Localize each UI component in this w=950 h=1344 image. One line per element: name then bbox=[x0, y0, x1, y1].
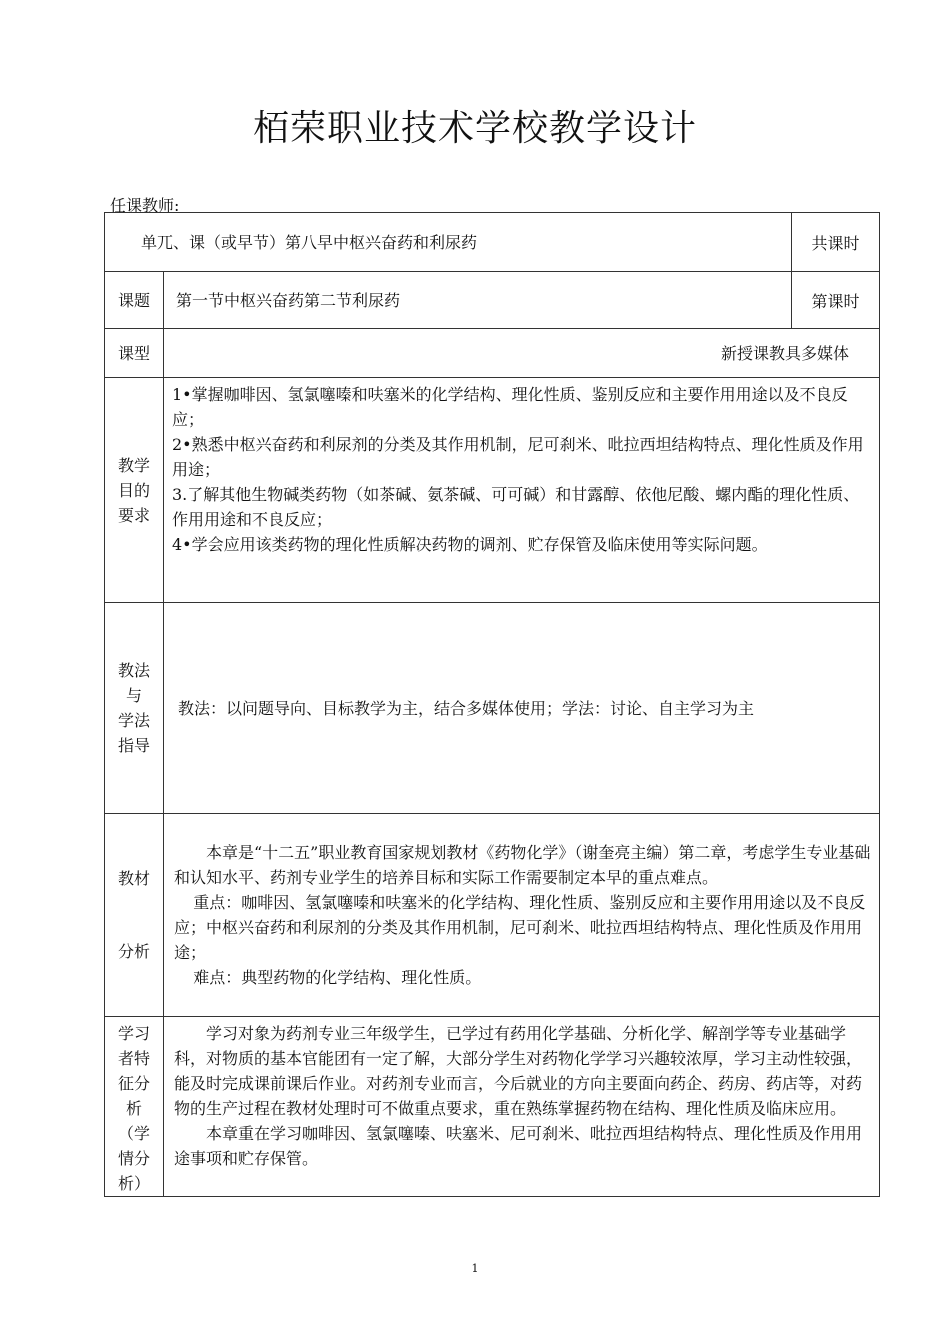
page-title: 栢荣职业技术学校教学设计 bbox=[252, 108, 697, 149]
total-hours: 共课时 bbox=[792, 213, 880, 272]
unit-text: 单兀、课（或早节）第八早中枢兴奋药和利尿药 bbox=[105, 213, 792, 272]
material-paragraph: 重点：咖啡因、氢氯噻嗪和呋塞米的化学结构、理化性质、鉴别反应和主要作用用途以及不良反应；中枢兴奋药和利尿剂的分类及其作用机制，尼可刹米、吡拉西坦结构特点、理化性质及作用用途； bbox=[174, 893, 866, 962]
methods-text: 教法：以问题导向、目标教学为主，结合多媒体使用；学法：讨论、自主学习为主 bbox=[164, 603, 880, 814]
material-content bbox=[164, 814, 880, 1017]
learners-row bbox=[105, 1017, 880, 1197]
teacher-label: 任课教师: bbox=[110, 196, 180, 215]
type-label: 课型 bbox=[105, 329, 164, 378]
topic-text: 第一节中枢兴奋药第二节利尿药 bbox=[164, 272, 792, 329]
type-text: 新授课教具多媒体 bbox=[164, 329, 880, 378]
topic-row bbox=[105, 272, 880, 329]
material-paragraph: 难点：典型药物的化学结构、理化性质。 bbox=[193, 968, 482, 987]
topic-label: 课题 bbox=[105, 272, 164, 329]
type-row bbox=[105, 329, 880, 378]
page-number: 1 bbox=[471, 1262, 479, 1275]
methods-row bbox=[105, 603, 880, 814]
learners-label: 学习 者特 征分 析 （学 情分 析） bbox=[105, 1017, 164, 1197]
material-row bbox=[105, 814, 880, 1017]
objectives-row bbox=[105, 378, 880, 603]
lesson-plan-table bbox=[104, 212, 880, 1197]
objectives-label: 教学 目的 要求 bbox=[105, 378, 164, 603]
objective-item: 4•学会应用该类药物的理化性质解决药物的调剂、贮存保管及临床使用等实际问题。 bbox=[172, 535, 768, 554]
objectives-content bbox=[164, 378, 880, 603]
lesson-hour: 第课时 bbox=[792, 272, 880, 329]
material-paragraph: 本章是“十二五”职业教育国家规划教材《药物化学》（谢奎亮主编）第二章，考虑学生专业基础和认知水平、药剂专业学生的培养目标和实际工作需要制定本早的重点难点。 bbox=[174, 843, 871, 887]
methods-label: 教法 与 学法 指导 bbox=[105, 603, 164, 814]
objective-item: 1•掌握咖啡因、氢氯噻嗪和呋塞米的化学结构、理化性质、鉴别反应和主要作用用途以及不良反应； bbox=[172, 385, 848, 429]
material-label: 教材 分析 bbox=[105, 814, 164, 1017]
learners-paragraph: 本章重在学习咖啡因、氢氯噻嗪、呋塞米、尼可刹米、吡拉西坦结构特点、理化性质及作用用途事项和贮存保管。 bbox=[174, 1124, 863, 1168]
objective-item: 2•熟悉中枢兴奋药和利尿剂的分类及其作用机制，尼可刹米、吡拉西坦结构特点、理化性质及作用用途； bbox=[172, 435, 864, 479]
learners-content bbox=[164, 1017, 880, 1197]
learners-paragraph: 学习对象为药剂专业三年级学生，已学过有药用化学基础、分析化学、解剖学等专业基础学科，对物质的基本官能团有一定了解，大部分学生对药物化学学习兴趣较浓厚，学习主动性较强，能及时完成课前课后作业。对药剂专业而言，今后就业的方向主要面向药企、药房、药店等，对药物的生产过程在教材处理时可不做重点要求，重在熟练掌握药物在结构、理化性质及临床应用。 bbox=[174, 1024, 863, 1118]
unit-row bbox=[105, 213, 880, 272]
objective-item: 3.了解其他生物碱类药物（如茶碱、氨茶碱、可可碱）和甘露醇、依他尼酸、螺内酯的理化性质、作用用途和不良反应； bbox=[172, 485, 860, 529]
